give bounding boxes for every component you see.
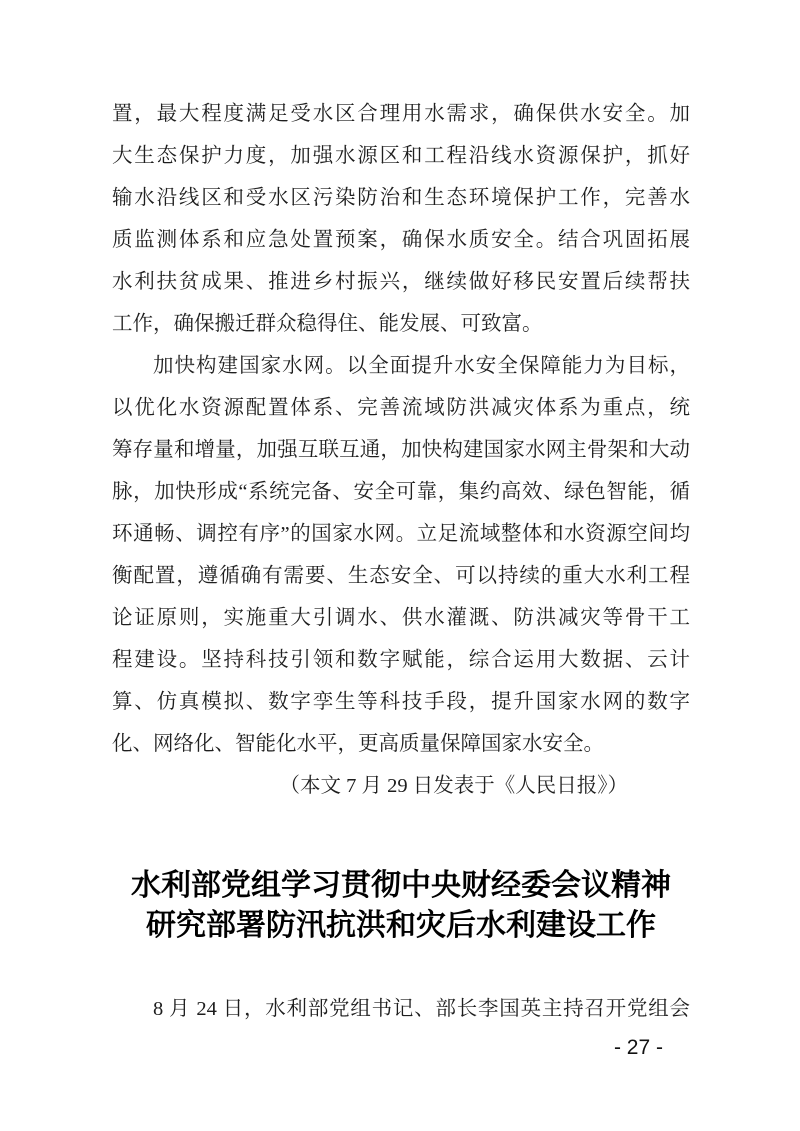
publication-attribution: （本文 7 月 29 日发表于《人民日报》） [279, 775, 628, 797]
text-line: 程建设。坚持科技引领和数字赋能，综合运用大数据、云计 [112, 649, 690, 671]
text-line: 置，最大程度满足受水区合理用水需求，确保供水安全。加 [112, 103, 690, 125]
text-line: 论证原则，实施重大引调水、供水灌溉、防洪减灾等骨干工 [112, 607, 690, 629]
next-article-opening-paragraph [112, 988, 690, 1030]
text-line: 算、仿真模拟、数字孪生等科技手段，提升国家水网的数字 [112, 691, 690, 713]
text-line: 8 月 24 日，水利部党组书记、部长李国英主持召开党组会 [153, 998, 690, 1020]
text-line: 水利扶贫成果、推进乡村振兴，继续做好移民安置后续帮扶 [112, 271, 690, 293]
next-article-title [112, 866, 690, 946]
text-line: 化、网络化、智能化水平，更高质量保障国家水安全。 [112, 733, 604, 755]
text-line: 以优化水资源配置体系、完善流域防洪减灾体系为重点，统 [112, 397, 690, 419]
text-line: 衡配置，遵循确有需要、生态安全、可以持续的重大水利工程 [112, 565, 690, 587]
text-line: 工作，确保搬迁群众稳得住、能发展、可致富。 [112, 313, 543, 335]
text-line: 质监测体系和应急处置预案，确保水质安全。结合巩固拓展 [112, 229, 690, 251]
text-line: 输水沿线区和受水区污染防治和生态环境保护工作，完善水 [112, 187, 690, 209]
text-line: 环通畅、调控有序”的国家水网。立足流域整体和水资源空间均 [112, 523, 690, 545]
page-content [112, 93, 690, 1030]
text-line: 脉，加快形成“系统完备、安全可靠，集约高效、绿色智能，循 [112, 481, 690, 503]
text-line: 加快构建国家水网。以全面提升水安全保障能力为目标， [153, 355, 690, 377]
next-article-title-line-2: 研究部署防汛抗洪和灾后水利建设工作 [146, 909, 656, 942]
paragraph-water-supply-safety [112, 93, 690, 345]
paragraph-national-water-network [112, 345, 690, 765]
text-line: 筹存量和增量，加强互联互通，加快构建国家水网主骨架和大动 [112, 439, 690, 461]
text-line: 大生态保护力度，加强水源区和工程沿线水资源保护，抓好 [112, 145, 690, 167]
next-article-title-line-1: 水利部党组学习贯彻中央财经委会议精神 [131, 869, 671, 902]
page-number: - 27 - [613, 1036, 663, 1059]
